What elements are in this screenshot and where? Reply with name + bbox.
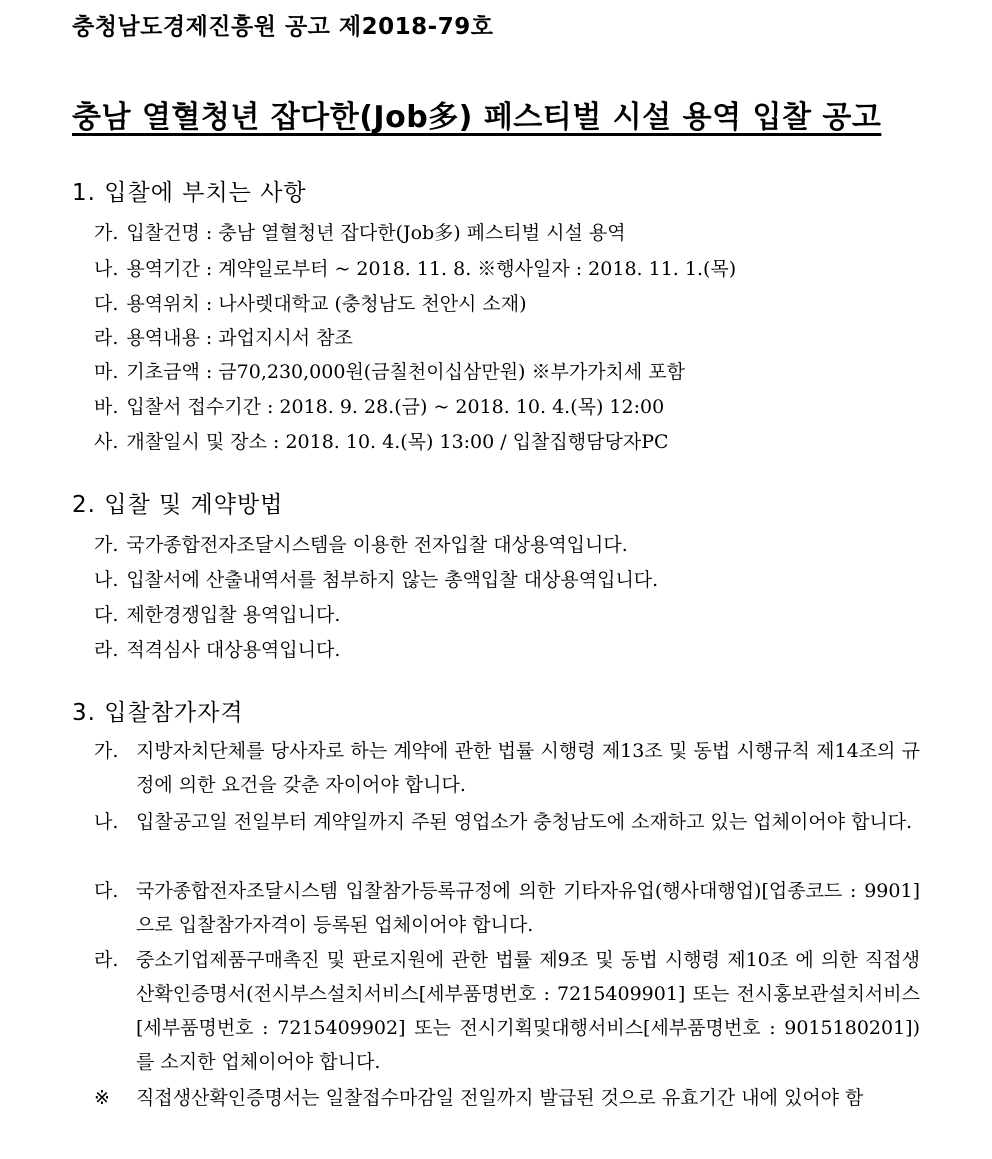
list-item bbox=[94, 734, 920, 802]
item-marker: 가. bbox=[94, 534, 119, 556]
list-item bbox=[94, 565, 920, 592]
item-text: 입찰서에 산출내역서를 첨부하지 않는 총액입찰 대상용역입니다. bbox=[126, 569, 659, 591]
item-text: 입찰서 접수기간 : 2018. 9. 28.(금) ~ 2018. 10. 4.(목) 12:00 bbox=[126, 396, 665, 418]
item-marker: 바. bbox=[94, 396, 119, 418]
item-marker: 라. bbox=[94, 639, 119, 661]
section-heading-1: 1. 입찰에 부치는 사항 bbox=[72, 180, 307, 206]
section-heading-3: 3. 입찰참가자격 bbox=[72, 700, 244, 726]
item-marker: 다. bbox=[94, 604, 119, 626]
list-item bbox=[94, 289, 920, 316]
section-heading-2: 2. 입찰 및 계약방법 bbox=[72, 492, 284, 518]
item-text: 기초금액 : 금70,230,000원(금칠천이십삼만원) ※부가가치세 포함 bbox=[126, 361, 686, 383]
list-item bbox=[94, 254, 920, 281]
note-item bbox=[94, 1081, 920, 1115]
note-text: 직접생산확인증명서는 일찰접수마감일 전일까지 발급된 것으로 유효기간 내에 있어야 함 bbox=[136, 1087, 864, 1109]
item-text: 개찰일시 및 장소 : 2018. 10. 4.(목) 13:00 / 입찰집행담당자PC bbox=[126, 431, 669, 453]
list-item bbox=[94, 392, 920, 419]
note-marker: ※ bbox=[94, 1087, 110, 1109]
list-item bbox=[94, 805, 920, 839]
item-marker: 나. bbox=[94, 569, 119, 591]
item-marker: 가. bbox=[94, 222, 119, 244]
item-marker: 나. bbox=[94, 258, 119, 280]
item-text: 제한경쟁입찰 용역입니다. bbox=[126, 604, 341, 626]
notice-number: 충청남도경제진흥원 공고 제2018-79호 bbox=[72, 14, 494, 40]
item-marker: 라. bbox=[94, 327, 119, 349]
item-marker: 마. bbox=[94, 361, 119, 383]
list-item bbox=[94, 218, 920, 245]
list-item bbox=[94, 635, 920, 662]
item-marker: 다. bbox=[94, 293, 119, 315]
item-marker: 나. bbox=[94, 811, 119, 833]
item-text: 적격심사 대상용역입니다. bbox=[126, 639, 341, 661]
item-text: 입찰공고일 전일부터 계약일까지 주된 영업소가 충청남도에 소재하고 있는 업체이어야 합니다. bbox=[136, 811, 913, 833]
page-title: 충남 열혈청년 잡다한(Job多) 페스티벌 시설 용역 입찰 공고 bbox=[72, 100, 882, 135]
item-text: 입찰건명 : 충남 열혈청년 잡다한(Job多) 페스티벌 시설 용역 bbox=[126, 222, 626, 244]
item-marker: 다. bbox=[94, 880, 119, 902]
item-text: 용역내용 : 과업지시서 참조 bbox=[126, 327, 353, 349]
item-text: 국가종합전자조달시스템을 이용한 전자입찰 대상용역입니다. bbox=[126, 534, 628, 556]
item-text: 지방자치단체를 당사자로 하는 계약에 관한 법률 시행령 제13조 및 동법 시행규칙 제14조의 규정에 의한 요건을 갖춘 자이어야 합니다. bbox=[136, 740, 920, 796]
list-item bbox=[94, 530, 920, 557]
item-text: 용역위치 : 나사렛대학교 (충청남도 천안시 소재) bbox=[126, 293, 527, 315]
list-item bbox=[94, 943, 920, 1079]
item-text: 중소기업제품구매촉진 및 판로지원에 관한 법률 제9조 및 동법 시행령 제10조 에 의한 직접생산확인증명서(전시부스설치서비스[세부품명번호 : 7215409901] 또는 전시홍보관설치서비스[세부품명번호 : 7215409902] 또는 전시기획및대행서비스[세부품명번호 : 9015180201])를 소지한 업체이어야 합니다. bbox=[136, 949, 920, 1073]
item-text: 국가종합전자조달시스템 입찰참가등록규정에 의한 기타자유업(행사대행업)[업종코드 : 9901]으로 입찰참가자격이 등록된 업체이어야 합니다. bbox=[136, 880, 920, 936]
list-item bbox=[94, 323, 920, 350]
item-marker: 사. bbox=[94, 431, 119, 453]
list-item bbox=[94, 874, 920, 942]
item-marker: 라. bbox=[94, 949, 119, 971]
item-marker: 가. bbox=[94, 740, 119, 762]
list-item bbox=[94, 357, 920, 384]
list-item bbox=[94, 427, 920, 454]
item-text: 용역기간 : 계약일로부터 ~ 2018. 11. 8. ※행사일자 : 2018. 11. 1.(목) bbox=[126, 258, 737, 280]
list-item bbox=[94, 600, 920, 627]
